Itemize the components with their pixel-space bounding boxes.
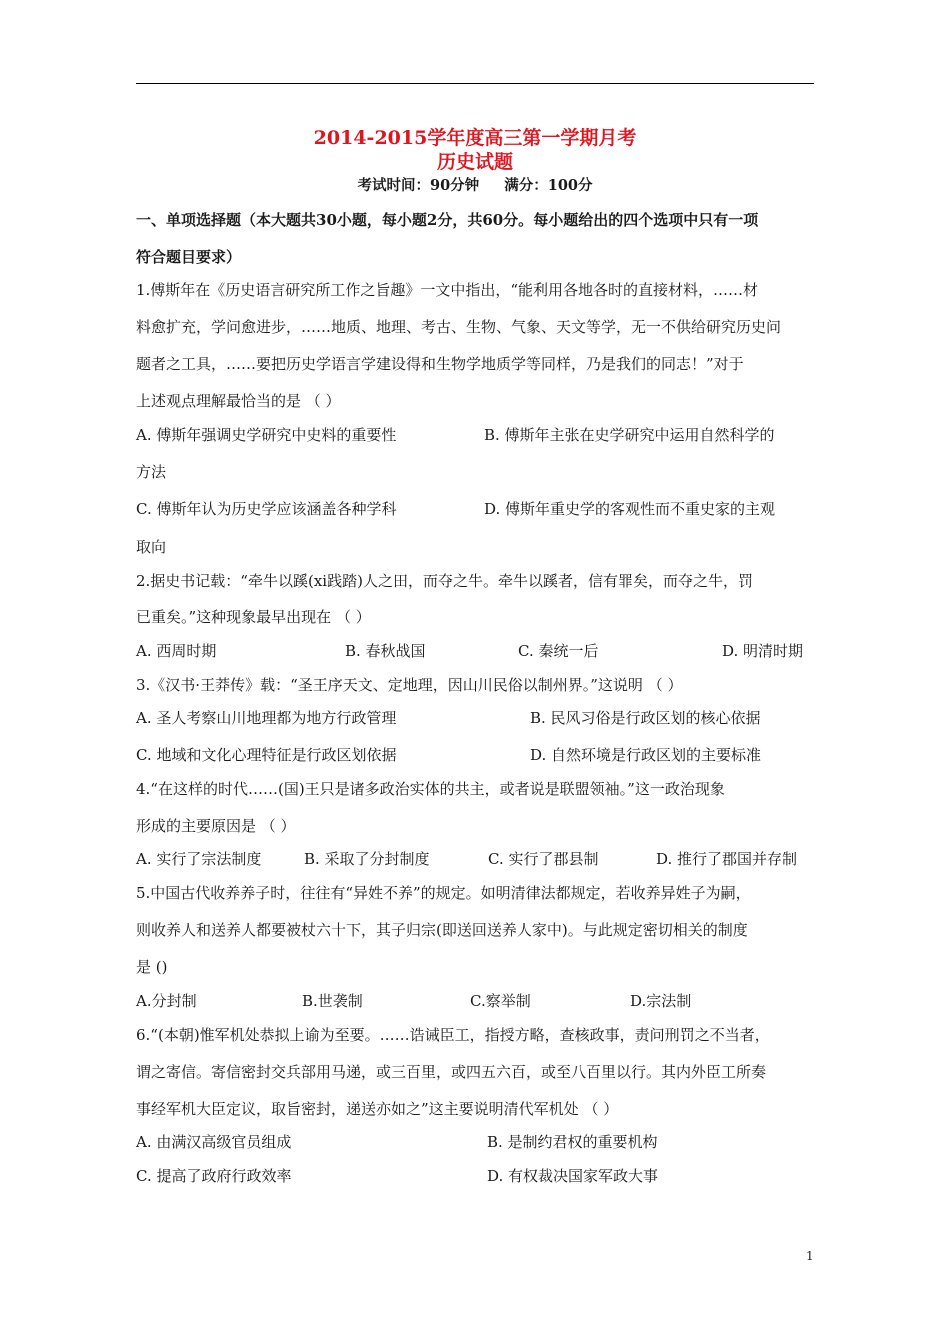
exam-title: 2014-2015学年度高三第一学期月考 <box>313 127 637 149</box>
q2-option-d: D. 明清时期 <box>722 642 804 660</box>
q5-text-line: 则收养人和送养人都要被杖六十下，其子归宗(即送回送养人家中)。与此规定密切相关的制度 <box>136 921 748 939</box>
q6-text-line: 谓之寄信。寄信密封交兵部用马递，或三百里，或四五六百，或至八百里以行。其内外臣工所奏 <box>136 1063 767 1081</box>
exam-subtitle: 历史试题 <box>436 151 513 173</box>
q1-option-a: A. 傅斯年强调史学研究中史料的重要性 <box>136 426 397 444</box>
q1-option-c: C. 傅斯年认为历史学应该涵盖各种学科 <box>136 500 397 518</box>
q2-text-line: 2.据史书记载：“牵牛以蹊(xi践踏)人之田，而夺之牛。牵牛以蹊者，信有罪矣，而夺之牛，罚 <box>136 572 753 590</box>
q4-option-a: A. 实行了宗法制度 <box>136 850 262 868</box>
q3-option-b: B. 民风习俗是行政区划的核心依据 <box>530 709 761 727</box>
q5-option-c: C.察举制 <box>470 992 531 1010</box>
q4-option-c: C. 实行了郡县制 <box>488 850 599 868</box>
q6-option-b: B. 是制约君权的重要机构 <box>487 1133 658 1151</box>
q1-option-b-cont: 方法 <box>136 463 167 481</box>
section-heading-cont: 符合题目要求） <box>136 248 242 266</box>
q2-option-a: A. 西周时期 <box>136 642 217 660</box>
q2-text-line: 已重矣。”这种现象最早出现在 （ ） <box>136 608 371 626</box>
exam-time: 考试时间：90分钟 <box>357 177 480 194</box>
q3-option-c: C. 地域和文化心理特征是行政区划依据 <box>136 746 397 764</box>
q5-text-line: 是 () <box>136 958 168 976</box>
section-heading: 一、单项选择题（本大题共30小题，每小题2分，共60分。每小题给出的四个选项中只有一项 <box>136 211 759 229</box>
q1-text-line: 上述观点理解最恰当的是 （ ） <box>136 392 341 410</box>
q1-text-line: 题者之工具，……要把历史学语言学建设得和生物学地质学等同样，乃是我们的同志！”对于 <box>136 355 744 373</box>
q1-option-b: B. 傅斯年主张在史学研究中运用自然科学的 <box>484 426 775 444</box>
q5-text-line: 5.中国古代收养养子时，往往有“异姓不养”的规定。如明清律法都规定，若收养异姓子为嗣， <box>136 884 751 902</box>
q1-text-line: 1.傅斯年在《历史语言研究所工作之旨趣》一文中指出，“能利用各地各时的直接材料，……材 <box>136 281 758 299</box>
exam-score: 满分：100分 <box>504 177 593 194</box>
q1-option-d-cont: 取向 <box>136 538 167 556</box>
q3-option-a: A. 圣人考察山川地理都为地方行政管理 <box>136 709 397 727</box>
q3-option-d: D. 自然环境是行政区划的主要标准 <box>530 746 762 764</box>
q1-text-line: 料愈扩充，学问愈进步，……地质、地理、考古、生物、气象、天文等学，无一不供给研究历史问 <box>136 318 782 336</box>
q1-option-d: D. 傅斯年重史学的客观性而不重史家的主观 <box>484 500 776 518</box>
q2-option-b: B. 春秋战国 <box>345 642 426 660</box>
page-number: 1 <box>806 1249 814 1263</box>
q4-text-line: 4.“在这样的时代……(国)王只是诸多政治实体的共主，或者说是联盟领袖。”这一政治现象 <box>136 780 725 798</box>
q2-option-c: C. 秦统一后 <box>518 642 599 660</box>
q6-option-d: D. 有权裁决国家军政大事 <box>487 1167 659 1185</box>
q6-text-line: 6.“(本朝)惟军机处恭拟上谕为至要。……诰诫臣工，指授方略，查核政事，责问刑罚之不当者， <box>136 1026 770 1044</box>
q4-option-d: D. 推行了郡国并存制 <box>656 850 798 868</box>
q6-text-line: 事经军机大臣定议，取旨密封，递送亦如之”这主要说明清代军机处 （ ） <box>136 1100 619 1118</box>
q3-text-line: 3.《汉书·王莽传》载：“圣王序天文、定地理，因山川民俗以制州界。”这说明 （ ） <box>136 676 683 694</box>
q5-option-b: B.世袭制 <box>302 992 363 1010</box>
q5-option-a: A.分封制 <box>136 992 197 1010</box>
q4-option-b: B. 采取了分封制度 <box>304 850 430 868</box>
q5-option-d: D.宗法制 <box>630 992 692 1010</box>
q6-option-a: A. 由满汉高级官员组成 <box>136 1133 292 1151</box>
q6-option-c: C. 提高了政府行政效率 <box>136 1167 292 1185</box>
exam-meta <box>0 176 950 196</box>
q4-text-line: 形成的主要原因是 （ ） <box>136 817 296 835</box>
header-rule <box>136 83 814 84</box>
